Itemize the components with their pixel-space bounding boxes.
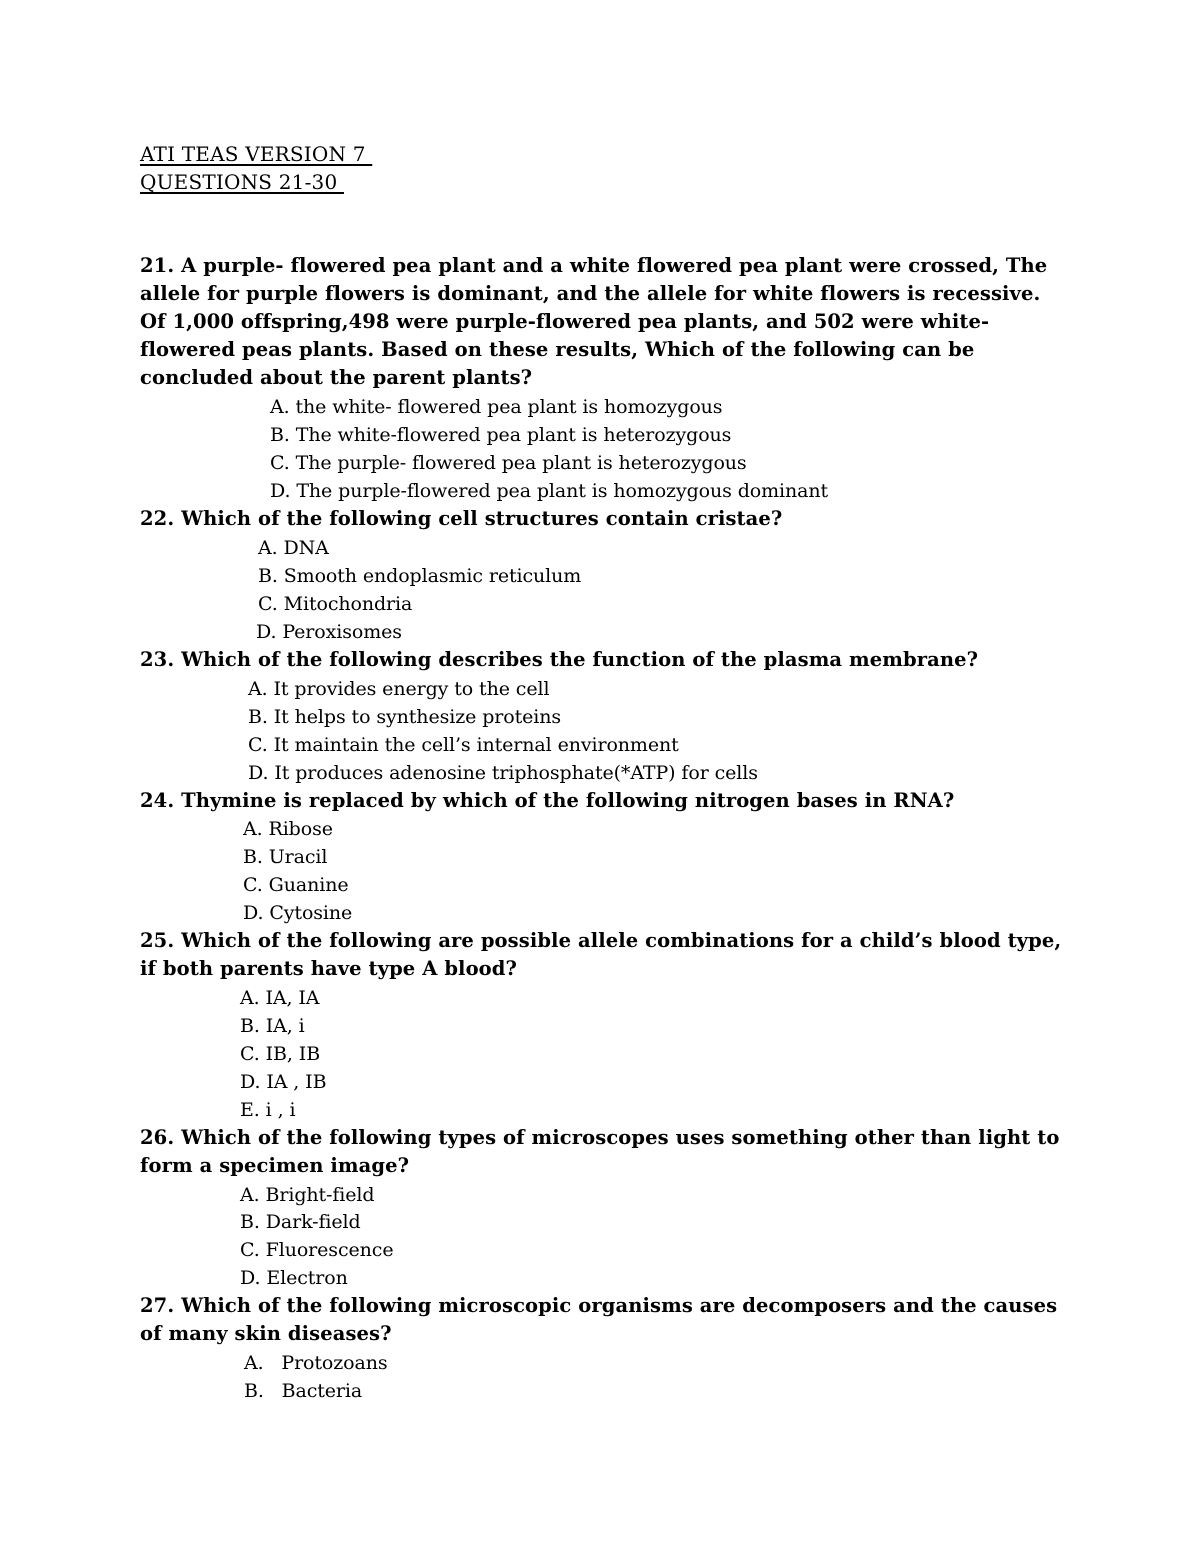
question-25-option-c: C. IB, IB xyxy=(240,1043,321,1065)
question-23-option-a: A. It provides energy to the cell xyxy=(248,678,550,700)
question-25-option-b: B. IA, i xyxy=(240,1015,305,1037)
question-26-option-a: A. Bright-field xyxy=(240,1184,375,1206)
question-24-option-b: B. Uracil xyxy=(243,846,328,868)
question-21-option-a: A. the white- flowered pea plant is homozygous xyxy=(270,396,723,418)
question-24-option-a: A. Ribose xyxy=(243,818,333,840)
question-22-option-b: B. Smooth endoplasmic reticulum xyxy=(258,565,582,587)
question-22-option-d: D. Peroxisomes xyxy=(256,621,402,643)
document-subtitle: QUESTIONS 21-30 xyxy=(140,170,344,194)
question-22: 22. Which of the following cell structures contain cristae? xyxy=(140,507,783,530)
question-27-option-a: A. Protozoans xyxy=(244,1352,388,1374)
question-24-option-d: D. Cytosine xyxy=(243,902,353,924)
question-22-option-a: A. DNA xyxy=(258,537,329,559)
question-23-option-d: D. It produces adenosine triphosphate(*ATP) for cells xyxy=(248,762,758,784)
question-21: 21. A purple- flowered pea plant and a white flowered pea plant were crossed, The allele for purple flowers is dominant, and the allele for white flowers is recessive. Of 1,000 offspring,498 were purple-flowered pea plants, and 502 were white-flowered peas plants. Based on these results, Which of the following can be concluded about the parent plants? xyxy=(140,254,1048,390)
question-26-option-c: C. Fluorescence xyxy=(240,1239,394,1261)
question-21-option-c: C. The purple- flowered pea plant is heterozygous xyxy=(270,452,747,474)
question-24: 24. Thymine is replaced by which of the following nitrogen bases in RNA? xyxy=(140,789,955,812)
question-25-option-d: D. IA , IB xyxy=(240,1071,327,1093)
question-23-option-c: C. It maintain the cell’s internal environment xyxy=(248,734,679,756)
question-23-option-b: B. It helps to synthesize proteins xyxy=(248,706,562,728)
question-24-option-c: C. Guanine xyxy=(243,874,349,896)
question-26-option-b: B. Dark-field xyxy=(240,1211,361,1233)
question-21-option-d: D. The purple-flowered pea plant is homozygous dominant xyxy=(270,480,829,502)
question-27: 27. Which of the following microscopic organisms are decomposers and the causes of many skin diseases? xyxy=(140,1294,1058,1346)
question-21-option-b: B. The white-flowered pea plant is heterozygous xyxy=(270,424,732,446)
question-26: 26. Which of the following types of microscopes uses something other than light to form a specimen image? xyxy=(140,1126,1060,1178)
question-26-option-d: D. Electron xyxy=(240,1267,348,1289)
question-22-option-c: C. Mitochondria xyxy=(258,593,413,615)
question-25-option-e: E. i , i xyxy=(240,1099,296,1121)
question-23: 23. Which of the following describes the function of the plasma membrane? xyxy=(140,648,979,671)
question-25-option-a: A. IA, IA xyxy=(240,987,320,1009)
question-25: 25. Which of the following are possible allele combinations for a child’s blood type, if both parents have type A blood? xyxy=(140,929,1062,981)
document-title: ATI TEAS VERSION 7 xyxy=(140,142,373,166)
question-27-option-b: B. Bacteria xyxy=(244,1380,363,1402)
